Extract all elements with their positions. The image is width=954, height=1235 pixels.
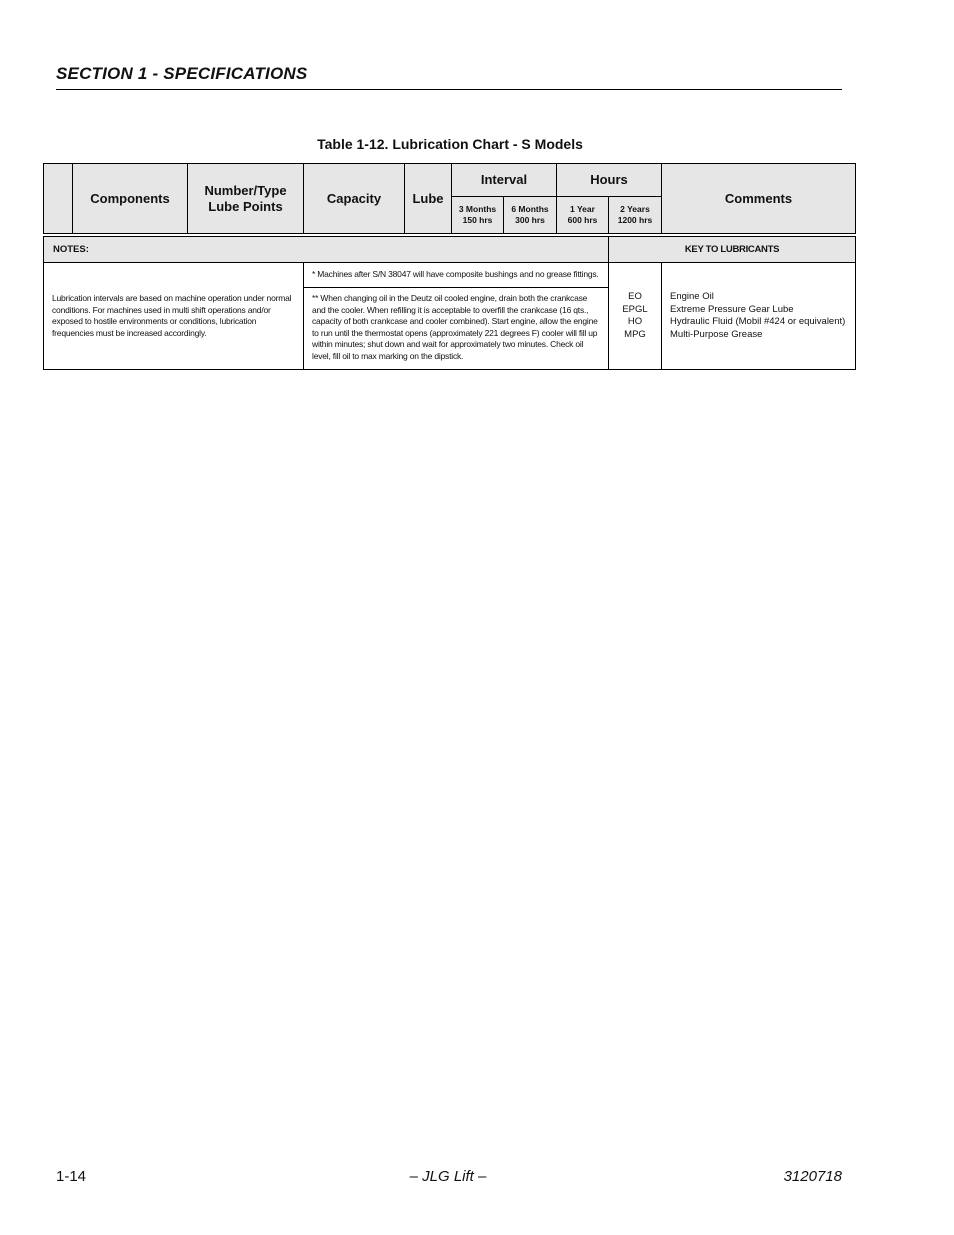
subheader-line1: 6 Months xyxy=(511,204,549,214)
lubricant-code: MPG xyxy=(624,328,646,340)
key-to-lubricants-label: KEY TO LUBRICANTS xyxy=(609,237,856,263)
subheader-line2: 300 hrs xyxy=(515,215,545,225)
subheader-6-months xyxy=(504,197,557,234)
header-lube: Lube xyxy=(405,164,452,234)
lubrication-interval-note: Lubrication intervals are based on machine operation under normal conditions. For machines used in multi shift operations and/or exposed to hostile environments or conditions, lubrication frequencies must be increased accordingly. xyxy=(44,263,304,370)
section-title: SECTION 1 - SPECIFICATIONS xyxy=(56,64,308,83)
page-number: 1-14 xyxy=(56,1168,87,1185)
subheader-1-year xyxy=(557,197,609,234)
header-hours: Hours xyxy=(557,164,662,197)
subheader-line2: 1200 hrs xyxy=(617,215,653,225)
lubricant-name: Extreme Pressure Gear Lube xyxy=(670,303,794,315)
lubricant-code: EPGL xyxy=(622,303,648,315)
header-number-type-line1: Number/Type xyxy=(204,182,287,198)
header-capacity: Capacity xyxy=(304,164,405,234)
lubricant-name: Multi-Purpose Grease xyxy=(670,328,763,340)
footnote-composite-bushings: * Machines after S/N 38047 will have composite bushings and no grease fittings. xyxy=(304,263,609,288)
lubricant-code: EO xyxy=(628,291,642,302)
subheader-3-months xyxy=(452,197,504,234)
header-number-type xyxy=(188,164,304,234)
header-components: Components xyxy=(73,164,188,234)
lubricant-codes xyxy=(609,263,662,370)
subheader-line1: 1 Year xyxy=(570,204,595,214)
header-interval: Interval xyxy=(452,164,557,197)
lubrication-chart-table xyxy=(43,163,856,370)
lubricant-name: Engine Oil xyxy=(670,291,714,302)
notes-label: NOTES: xyxy=(44,237,609,263)
footer-publisher: – JLG Lift – xyxy=(409,1168,487,1185)
table-title: Table 1-12. Lubrication Chart - S Models xyxy=(317,136,583,152)
header-blank-cell xyxy=(44,164,73,234)
subheader-line2: 150 hrs xyxy=(462,215,493,225)
lubricant-code: HO xyxy=(627,316,643,327)
lubricant-names xyxy=(662,263,856,370)
lubricant-name: Hydraulic Fluid (Mobil #424 or equivalent) xyxy=(670,316,846,327)
footnote-deutz-oil-change: ** When changing oil in the Deutz oil cooled engine, drain both the crankcase and the cooler. When refilling it is acceptable to overfill the crankcase (16 qts., capacity of both crankcase and cooler combined). Start engine, allow the engine to run until the thermostat opens (approximately 221 degrees F) cooler will fill up within minutes; shut down and wait for approximately two minutes. Check oil level, fill oil to max marking on the dipstick. xyxy=(304,288,609,370)
subheader-line2: 600 hrs xyxy=(567,215,598,225)
header-number-type-line2: Lube Points xyxy=(208,198,283,214)
document-number: 3120718 xyxy=(783,1168,842,1185)
subheader-line1: 3 Months xyxy=(458,204,497,214)
header-comments: Comments xyxy=(662,164,856,234)
subheader-line1: 2 Years xyxy=(620,204,650,214)
section-header xyxy=(56,64,842,90)
subheader-2-years xyxy=(609,197,662,234)
